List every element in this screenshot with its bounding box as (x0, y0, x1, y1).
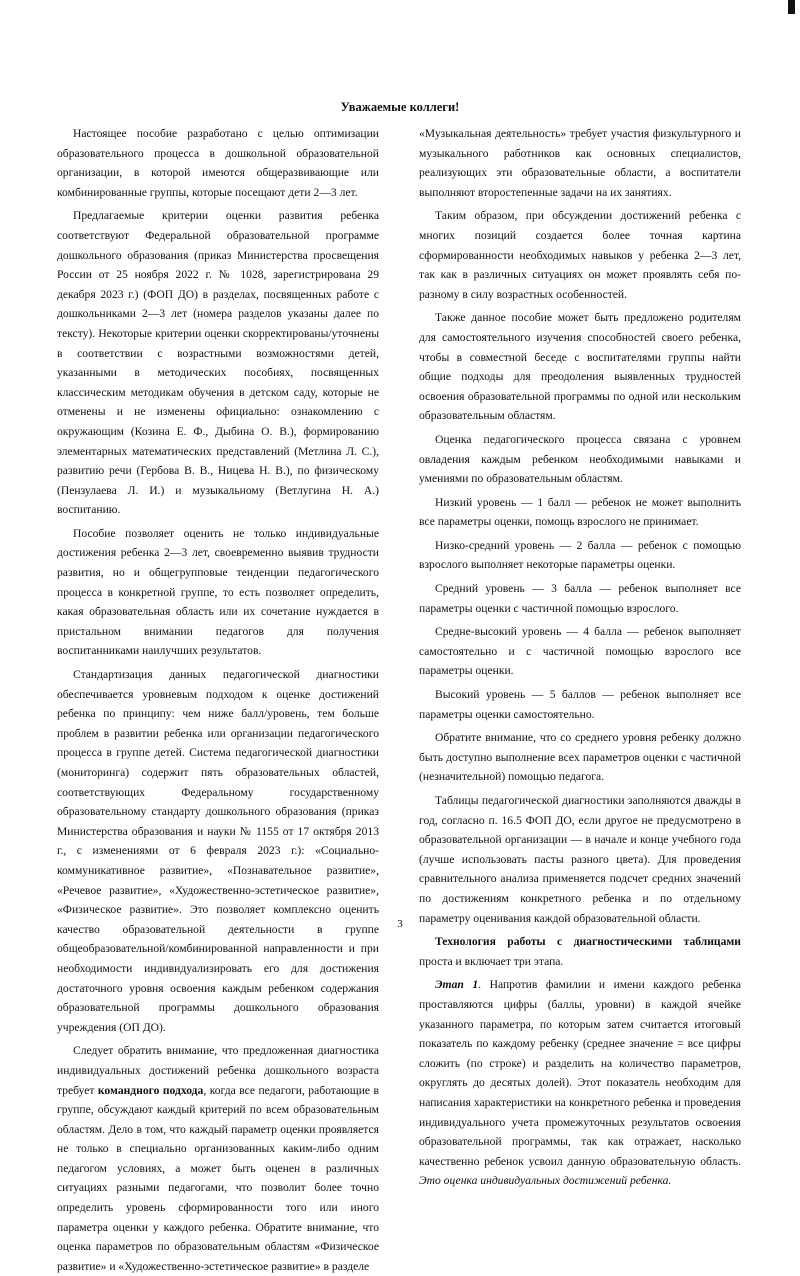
right-column (419, 124, 741, 1191)
level-item: Средний уровень — 3 балла — ребенок выполняет все параметры оценки с частичной помощью взрослого. (419, 582, 741, 615)
paragraph: «Музыкальная деятельность» требует участия физкультурного и музыкального работников как основных специалистов, реализующих эти образовательные области, а воспитатели выполняют второстепенные задачи на их занятиях. (419, 127, 741, 199)
paragraph: Оценка педагогического процесса связана с уровнем овладения каждым ребенком необходимыми навыками и умениями по образовательным областям. (419, 432, 741, 486)
text-run: . Напротив фамилии и имени каждого ребенка проставляются цифры (баллы, уровни) в каждой ячейке указанного параметра, по которым затем считается итоговый показатель по каждому ребенку (среднее значение = все цифры сложить (по строке) и разделить на количество параметров, округлять до десятых долей). Этот показатель необходим для написания характеристики на конкретного ребенка и проведения индивидуального учета промежуточных результатов освоения образовательной программы, так как отражает, насколько качественно ребенок усвоил данную образовательную область. (419, 978, 741, 1168)
bold-term: Технология работы с диагностическими таблицами (435, 935, 741, 949)
level-item: Высокий уровень — 5 баллов — ребенок выполняет все параметры оценки самостоятельно. (419, 688, 741, 721)
paragraph: Также данное пособие может быть предложено родителям для самостоятельного изучения способностей своего ребенка, чтобы в совместной беседе с воспитателями группы найти общие подходы для преодоления выявленных трудностей освоения образовательной программы по одной или нескольким образовательным областям. (419, 311, 741, 423)
left-column (57, 124, 379, 1276)
paragraph-team-approach (57, 1041, 379, 1276)
page-heading: Уважаемые коллеги! (340, 100, 460, 114)
paragraph-technology (419, 932, 741, 971)
text-run: Следует обратить внимание, что предложенная диагностика индивидуальных достижений ребенка дошкольного возраста требует (57, 1044, 379, 1097)
bold-term: командного подхода (97, 1083, 204, 1097)
level-item: Низко-средний уровень — 2 балла — ребенок с помощью взрослого выполняет некоторые параметры оценки. (419, 538, 741, 572)
paragraph: Таблицы педагогической диагностики заполняются дважды в год, согласно п. 16.5 ФОП ДО, если другое не предусмотрено в образовательной организации — в начале и конце учебного года (лучше использовать пасты разного цвета). Для проведения сравнительного анализа применяется подсчет средних значений по достижениям конкретного ребенка и по отдельному параметру оценивания каждой образовательной области. (419, 794, 741, 925)
italic-conclusion: Это оценка индивидуальных достижений ребенка. (419, 1174, 672, 1188)
paragraph: Настоящее пособие разработано с целью оптимизации образовательного процесса в дошкольной образовательной организации, в которой имеются общеразвивающие или комбинированные группы, которые посещают дети 2—3 лет. (57, 127, 379, 199)
paragraph-stage-1 (419, 975, 741, 1191)
paragraph: Пособие позволяет оценить не только индивидуальные достижения ребенка 2—3 лет, своевременно выявив трудности развития, но и общегрупповые тенденции педагогического процесса в конкретной группе, то есть позволяет определить, какая образовательная область или их сочетание нуждается в пристальном внимании педагогов для получения воспитанниками наилучших результатов. (57, 526, 379, 658)
paragraph: Стандартизация данных педагогической диагностики обеспечивается уровневым подходом к оценке достижений ребенка по принципу: чем ниже балл/уровень, тем больше проблем в развитии ребенка или организации педагогического процесса в группе детей. Система педагогической диагностики (мониторинга) содержит пять образовательных областей, соответствующих Федеральному государственному образовательному стандарту дошкольного образования (приказ Министерства образования и науки № 1155 от 17 октября 2013 г., с изменениями от 6 февраля 2023 г.): «Социально-коммуникативное развитие», «Познавательное развитие», «Речевое развитие», «Художественно-эстетическое развитие», «Физическое развитие». Это позволяет комплексно оценить качество образовательной деятельности в группе общеобразовательной/комбинированной направленности и при необходимости индивидуализировать его для достижения достаточного уровня освоения каждым ребенком содержания образовательной программы дошкольного образования учреждения (ОП ДО). (57, 668, 379, 1034)
text-run: , когда все педагоги, работающие в группе, обсуждают каждый критерий по всем образовательным областям. Дело в том, что каждый параметр оценки проявляется не только в специально организованных каким-либо одним педагогом условиях, а может быть оценен в различных ситуациях разными педагогами, что позволит более точно определить уровень сформированности того или иного параметра оценки у каждого ребенка. Обратите внимание, что оценка параметров по образовательным областям «Физическое развитие» и «Художественно-эстетическое развитие» в разделе (57, 1083, 379, 1273)
level-item: Средне-высокий уровень — 4 балла — ребенок выполняет самостоятельно и с частичной помощью взрослого все параметры оценки. (419, 625, 741, 678)
paragraph: Таким образом, при обсуждении достижений ребенка с многих позиций создается более точная картина сформированности необходимых навыков у ребенка 2—3 лет, так как в различных ситуациях он может проявлять себя по-разному в силу возрастных особенностей. (419, 209, 741, 301)
paragraph: Обратите внимание, что со среднего уровня ребенку должно быть доступно выполнение всех параметров оценки с частичной (незначительной) помощью педагога. (419, 731, 741, 784)
page-number: 3 (397, 918, 403, 930)
paragraph: Предлагаемые критерии оценки развития ребенка соответствуют Федеральной образовательной программе дошкольного образования (приказ Министерства просвещения России от 25 ноября 2022 г. № 1028, зарегистрирована 29 декабря 2023 г.) (ФОП ДО) в разделах, посвященных работе с дошкольниками 2—3 лет (номера разделов указаны далее по тексту). Некоторые критерии оценки скорректированы/уточнены в соответствии с возрастными возможностями детей, указанными в методических пособиях, посвященных классическим методикам обучения в детском саду, которые не отменены и не изменены официально: ознакомлению с окружающим (Козина Е. Ф., Дыбина О. В.), формированию элементарных математических представлений (Метлина Л. С.), развитию речи (Гербова В. В., Ницева Н. В.), по физическому (Пензулаева Л. И.) и музыкальному (Ветлугина Н. А.) воспитанию. (57, 209, 379, 517)
text-run: проста и включает три этапа. (419, 954, 564, 968)
corner-mark (788, 0, 795, 14)
level-item: Низкий уровень — 1 балл — ребенок не может выполнить все параметры оценки, помощь взрослого не принимает. (419, 495, 741, 529)
stage-label: Этап 1 (435, 978, 479, 992)
